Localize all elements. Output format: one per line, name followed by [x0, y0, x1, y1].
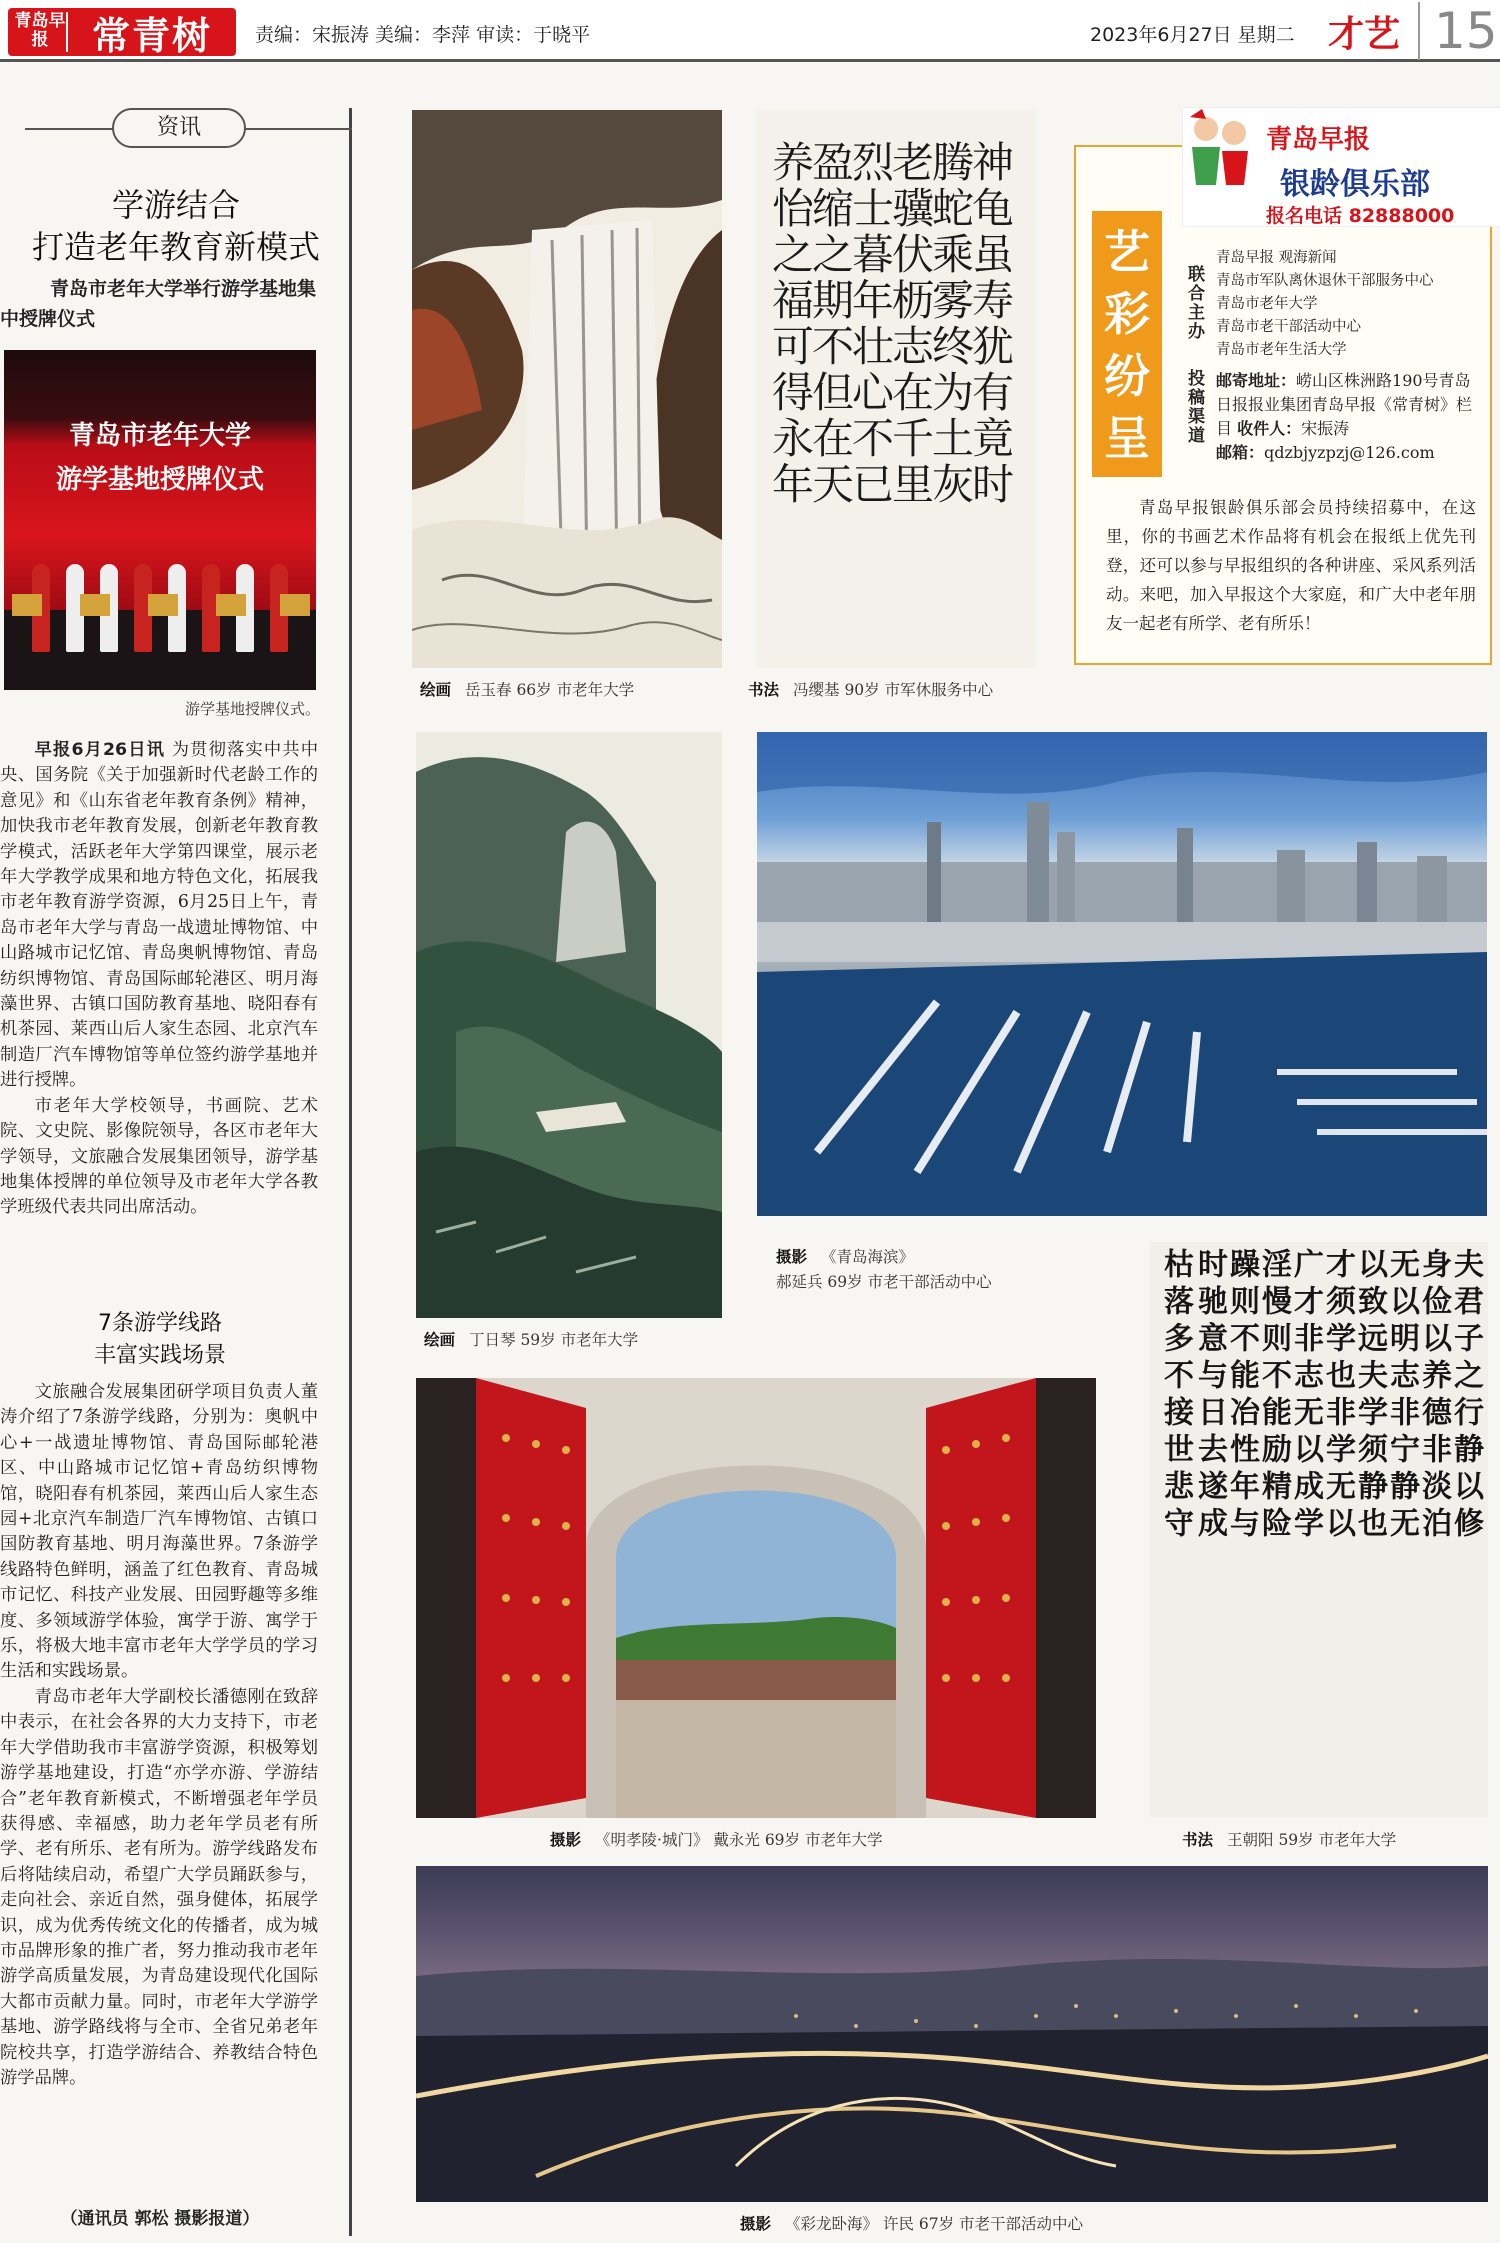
calligraphy-column: 盈缩之期不但在天 [806, 140, 855, 508]
ceremony-photo [4, 350, 316, 690]
paper-name: 青岛早报 [14, 12, 68, 52]
club-panel [1074, 125, 1492, 665]
issue-date: 2023年6月27日 星期二 [1090, 24, 1295, 46]
work-type: 绘画 [424, 1331, 456, 1349]
submission-label: 投稿渠道 [1184, 369, 1204, 445]
subheading-line: 丰富实践场景 [93, 1343, 226, 1368]
calligraphy-scroll-1 [756, 110, 1036, 668]
photo-banner [38, 414, 282, 502]
news-subheading [0, 1308, 320, 1372]
calligraphy-column: 无以明志非宁静无 [1384, 1248, 1419, 1544]
calligraphy-column: 身俭以养德非淡泊 [1416, 1248, 1451, 1544]
recipient: 宋振涛 [1301, 419, 1350, 438]
masthead [0, 0, 1500, 62]
calligraphy-column: 神龟虽寿犹有竟时 [966, 140, 1015, 508]
city-gate-photo-image [416, 1378, 1096, 1818]
photo1-caption [776, 1245, 914, 1267]
column-name: 常青树 [91, 12, 212, 58]
news-tag: 资讯 [112, 108, 246, 148]
calligraphy-column: 养怡之福可得永年 [766, 140, 815, 508]
news-column [0, 108, 352, 2236]
paragraph [0, 738, 318, 1094]
page-number: 15 [1418, 2, 1498, 60]
co-organizers-label: 联合主办 [1184, 265, 1204, 341]
organizer: 青岛市军队离休退休干部服务中心 [1216, 273, 1434, 289]
work-type: 书法 [1182, 1831, 1214, 1849]
work-author: 王朝阳 59岁 市老年大学 [1227, 1831, 1397, 1849]
waterfall-painting [412, 110, 722, 668]
work-author: 戴永光 69岁 市老年大学 [713, 1831, 883, 1849]
calligraphy-column: 躁则不能冶性年与 [1224, 1248, 1259, 1544]
organizer: 青岛市老年大学 [1216, 296, 1318, 312]
club-brand: 青岛早报 [1266, 125, 1371, 155]
banner-line: 青岛市老年大学 [68, 421, 251, 451]
submission-info [1216, 369, 1486, 465]
organizer-list [1216, 247, 1434, 362]
organizer: 青岛市老年生活大学 [1216, 342, 1347, 358]
calligraphy-column: 夫君子之行静以修 [1448, 1248, 1483, 1544]
work-type: 摄影 [776, 1248, 808, 1266]
calligraphy-column: 才须学也非学无以 [1320, 1248, 1355, 1544]
plaque [216, 594, 246, 616]
address: 崂山区株洲路190号青岛日报报业集团青岛早报《常青树》栏目 [1216, 371, 1473, 438]
calligraphy-column: 以致远夫学须静也 [1352, 1248, 1387, 1544]
headline-line: 打造老年教育新模式 [31, 228, 320, 266]
calligraphy-scroll-2 [1150, 1242, 1488, 1817]
work-author: 许民 67岁 市老干部活动中心 [882, 2215, 1084, 2233]
calligraphy-column: 淫慢则不能励精险 [1256, 1248, 1291, 1544]
news-subhead: 青岛市老年大学举行游学基地集中授牌仪式 [0, 278, 317, 330]
work-type: 摄影 [550, 1831, 582, 1849]
work-type: 书法 [748, 681, 780, 699]
column-banner: 艺彩纷呈 [1092, 211, 1162, 477]
waterfall-painting-image [412, 110, 722, 668]
night-bridge-photo-image [416, 1866, 1488, 2202]
club-phone: 报名电话 82888000 [1266, 205, 1455, 227]
section-title: 才艺 [1328, 14, 1401, 55]
newspaper-logo [8, 8, 236, 56]
dateline: 早报6月26日讯 [34, 740, 166, 760]
organizer: 青岛市老干部活动中心 [1216, 319, 1361, 335]
harbor-photo [757, 732, 1487, 1216]
painting2-caption [424, 1328, 638, 1350]
night-bridge-photo [416, 1866, 1488, 2202]
seniors-icon [1182, 107, 1258, 187]
paragraph: 市老年大学校领导，书画院、艺术院、文史院、影像院领导，各区市老年大学领导，文旅融合发展集团领导，游学基地集体授牌的单位领导及市老年大学各教学班级代表共同出席活动。 [0, 1095, 318, 1218]
organizer: 青岛早报 观海新闻 [1216, 250, 1337, 266]
work-author: 丁日琴 59岁 市老年大学 [469, 1331, 639, 1349]
photo2-caption [550, 1828, 882, 1850]
address-label: 邮寄地址： [1216, 371, 1297, 390]
calligraphy-column: 枯落多不接世悲守 [1158, 1248, 1193, 1544]
work-title: 《彩龙卧海》 [785, 2215, 879, 2233]
paragraph: 文旅融合发展集团研学项目负责人董涛介绍了7条游学线路，分别为：奥帆中心+一战遗址博物馆、青岛国际邮轮港区、中山路城市记忆馆+青岛纺织博物馆，晓阳春有机茶园，莱西山后人家生态园+北京汽车制造厂汽车博物馆、古镇口国防教育基地、明月海藻世界。7条游学线路特色鲜明，涵盖了红色教育、青岛城市记忆、科技产业发展、田园野趣等多维度、多领域游学体验，寓学于游、寓学于乐，将极大地丰富市老年大学学员的学习生活和实践场景。 [0, 1382, 318, 1682]
news-body-2 [0, 1380, 318, 2091]
painting1-caption [420, 678, 634, 700]
email: qdzbjyzpzj@126.com [1264, 443, 1435, 462]
work-title: 《青岛海滨》 [821, 1248, 915, 1266]
photo3-caption [740, 2212, 1083, 2234]
calligraphy1-caption [748, 678, 993, 700]
work-author: 岳玉春 66岁 市老年大学 [465, 681, 635, 699]
harbor-photo-image [757, 732, 1487, 1216]
plaque [148, 594, 178, 616]
calligraphy-column: 老骥伏枥志在千里 [886, 140, 935, 508]
calligraphy-column: 时驰意与日去遂成 [1192, 1248, 1227, 1544]
work-author: 冯缨基 90岁 市军休服务中心 [793, 681, 994, 699]
work-title: 《明孝陵·城门》 [595, 1831, 709, 1849]
news-credit: （通讯员 郭松 摄影报道） [60, 2209, 260, 2229]
news-headline [0, 184, 352, 268]
staff-credits: 责编：宋振涛 美编：李萍 审读：于晓平 [255, 24, 591, 46]
calligraphy-column: 腾蛇乘雾终为土灰 [926, 140, 975, 508]
paragraph-text: 为贯彻落实中共中央、国务院《关于加强新时代老龄工作的意见》和《山东省老年教育条例》精神，加快我市老年教育发展，创新老年教育教学模式，活跃老年大学第四课堂，展示老年大学教学成果和地方特色文化，拓展我市老年教育游学资源，6月25日上午，青岛市老年大学与青岛一战遗址博物馆、中山路城市记忆馆、青岛奥帆博物馆、青岛纺织博物馆、青岛国际邮轮港区、明月海藻世界、古镇口国防教育基地、晓阳春有机茶园、莱西山后人家生态园、北京汽车制造厂汽车博物馆等单位签约游学基地并进行授牌。 [0, 740, 318, 1091]
club-name: 银龄俱乐部 [1280, 167, 1430, 202]
recipient-label: 收件人： [1237, 419, 1302, 438]
subheading-line: 7条游学线路 [98, 1311, 222, 1336]
calligraphy-column: 烈士暮年壮心不已 [846, 140, 895, 508]
city-gate-photo [416, 1378, 1096, 1818]
banner-line: 游学基地授牌仪式 [55, 465, 264, 495]
photo-caption: 游学基地授牌仪式。 [184, 700, 320, 718]
work-type: 绘画 [420, 681, 452, 699]
plaque [12, 594, 42, 616]
calligraphy-column: 广才非志无以成学 [1288, 1248, 1323, 1544]
paragraph: 青岛市老年大学副校长潘德刚在致辞中表示，在社会各界的大力支持下，市老年大学借助我市丰富游学资源，积极筹划游学基地建设，打造“亦学亦游、学游结合”老年教育新模式，不断增强老年学员获得感、幸福感，助力老年学员老有所学、老有所乐、老有所为。游学线路发布后将陆续启动，希望广大学员踊跃参与，走向社会、亲近自然，强身健体，拓展学识，成为优秀传统文化的传播者，成为城市品牌形象的推广者，努力推动我市老年游学高质量发展，为青岛建设现代化国际大都市贡献力量。同时，市老年大学游学基地、游学路线将与全市、全省兄弟老年院校共享，打造学游结合、养教结合特色游学品牌。 [0, 1686, 318, 2088]
mountain-painting-image [416, 732, 722, 1318]
mountain-painting [416, 732, 722, 1318]
plaque [80, 594, 110, 616]
work-type: 摄影 [740, 2215, 772, 2233]
calligraphy2-caption [1182, 1828, 1396, 1850]
news-body [0, 738, 318, 1221]
club-description: 青岛早报银龄俱乐部会员持续招募中，在这里，你的书画艺术作品将有机会在报纸上优先刊登，还可以参与早报组织的各种讲座、采风系列活动。来吧，加入早报这个大家庭，和广大中老年朋友一起老有所学、老有所乐！ [1106, 498, 1476, 633]
photo1-author: 郝延兵 69岁 市老干部活动中心 [776, 1273, 992, 1291]
plaque [280, 594, 310, 616]
email-label: 邮箱： [1216, 443, 1265, 462]
headline-line: 学游结合 [111, 186, 240, 224]
